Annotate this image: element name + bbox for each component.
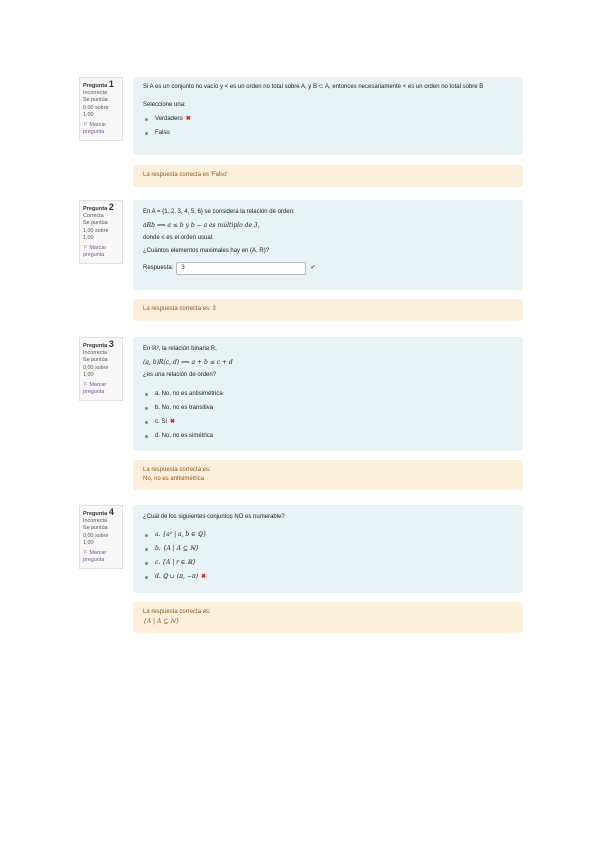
option-radio[interactable]: a. No, no es antisimétrica: [143, 387, 513, 401]
feedback-2: La respuesta correcta es: 3: [133, 299, 523, 321]
incorrect-icon: ✖: [201, 573, 207, 580]
question-line: donde ≤ es el orden usual.: [143, 235, 214, 241]
answer-input[interactable]: 3: [176, 262, 306, 275]
feedback-4: La respuesta correcta es: {A | A ⊆ ℕ}: [133, 602, 523, 633]
flag-question-link[interactable]: ⚐ Marcar pregunta: [83, 382, 107, 396]
flag-icon: ⚐: [83, 382, 88, 389]
question-score: Se puntúa 0,00 sobre 1,00: [83, 97, 109, 118]
feedback-3: La respuesta correcta es: No, no es antisimétrica: [133, 460, 523, 490]
question-text-2: [133, 200, 523, 290]
question-line: En A = {1, 2, 3, 4, 5, 6} se considera la relación de orden:: [143, 209, 295, 215]
question-label: Pregunta 2: [83, 202, 114, 212]
question-line: ¿es una relación de orden?: [143, 372, 217, 378]
feedback-1: La respuesta correcta es 'Falso': [133, 165, 523, 187]
option-radio[interactable]: b. No, no es transitiva: [143, 401, 513, 415]
question-line: (a, b)R(c, d) ⟺ a + b ≤ c + d: [143, 359, 233, 366]
question-score: Se puntúa 0,00 sobre 1,00: [83, 525, 109, 546]
question-status: Incorrecta: [83, 518, 107, 525]
question-label: Pregunta 1: [83, 79, 114, 89]
question-line: ¿Cuál de los siguientes conjuntos NO es numerable?: [143, 514, 285, 520]
question-info-1: [79, 77, 123, 141]
incorrect-icon: ✖: [170, 419, 176, 425]
option-radio[interactable]: b. {A | A ⊆ ℕ}: [143, 542, 513, 556]
answer-label: Respuesta:: [143, 265, 174, 271]
question-status: Incorrecta: [83, 350, 107, 357]
answer-row: [143, 262, 513, 275]
question-text-4: [133, 505, 523, 593]
flag-icon: ⚐: [83, 245, 88, 252]
flag-icon: ⚐: [83, 122, 88, 129]
question-info-3: [79, 337, 123, 401]
question-line: ¿Cuántos elementos maximales hay en (A, R)?: [143, 248, 270, 254]
incorrect-icon: ✖: [185, 116, 191, 122]
option-radio[interactable]: d. No, no es simétrica: [143, 429, 513, 443]
option-radio[interactable]: c. {A | r ∈ ℝ}: [143, 556, 513, 570]
question-score: Se puntúa 0,00 sobre 1,00: [83, 357, 109, 378]
flag-question-link[interactable]: ⚐ Marcar pregunta: [83, 550, 107, 564]
question-status: Correcta: [83, 213, 104, 220]
question-score: Se puntúa 1,00 sobre 1,00: [83, 220, 109, 241]
flag-question-link[interactable]: ⚐ Marcar pregunta: [83, 245, 107, 259]
question-statement: Si A es un conjunto no vacío y < es un orden no total sobre A, y B ⊂ A, entonces necesariamente < es un orden no total sobre B: [143, 84, 484, 90]
question-info-2: [79, 200, 123, 264]
option-radio[interactable]: Falso: [143, 126, 513, 140]
question-line: aRb ⟺ a ≤ b y b − a es múltiplo de 3,: [143, 222, 260, 229]
correct-icon: ✔: [310, 265, 316, 271]
question-text-1: [133, 77, 523, 155]
option-radio[interactable]: Verdadero ✖: [143, 112, 513, 126]
option-radio[interactable]: d. ℚ ∪ (π, −π) ✖: [143, 570, 513, 584]
question-status: Incorrecta: [83, 90, 107, 97]
question-label: Pregunta 3: [83, 339, 114, 349]
question-line: En ℝ², la relación binaria R,: [143, 346, 217, 352]
option-radio[interactable]: a. {a² | a, b ∈ ℚ}: [143, 528, 513, 542]
flag-question-link[interactable]: ⚐ Marcar pregunta: [83, 122, 107, 136]
question-text-3: [133, 337, 523, 451]
question-info-4: [79, 505, 123, 569]
flag-icon: ⚐: [83, 550, 88, 557]
option-radio[interactable]: c. Sí ✖: [143, 415, 513, 429]
select-prompt: Seleccione una:: [143, 102, 186, 108]
question-label: Pregunta 4: [83, 507, 114, 517]
